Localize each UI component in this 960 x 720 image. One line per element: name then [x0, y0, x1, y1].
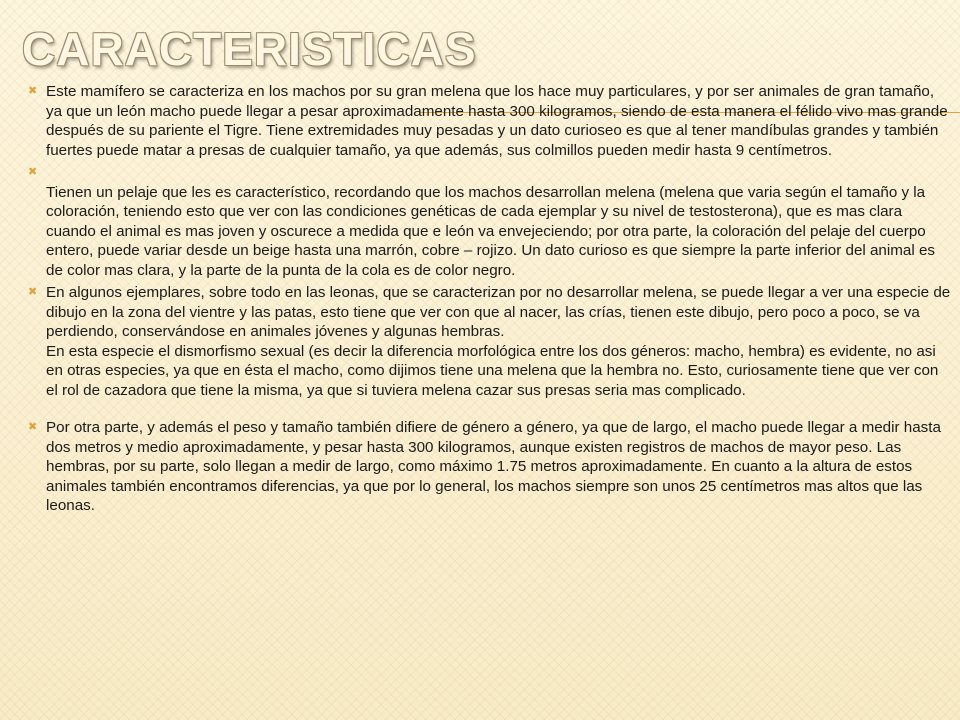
bullet-text: En algunos ejemplares, sobre todo en las leonas, que se caracterizan por no desarrollar melena, se puede llegar a ver una especie de dibujo en la zona del vientre y las patas, esto tiene que ver con que al nacer, las crías, tienen este dibujo, pero poco a poco, se va perdiendo, conservándose en animales jóvenes y algunas hembras.: [46, 284, 951, 340]
x-mark-icon: ✖: [28, 421, 38, 433]
bullet-item: [28, 418, 952, 516]
bullet-text: Este mamífero se caracteriza en los machos por su gran melena que los hace muy particulares, y por ser animales de gran tamaño, ya que un león macho puede llegar a pesar aproximadamente hasta 300 kilogramos, siendo de esta manera el félido vivo mas grande después de su pariente el Tigre. Tiene extremidades muy pesadas y un dato curioseo es que al tener mandíbulas grandes y también fuertes puede matar a presas de cualquier tamaño, ya que además, sus colmillos pueden medir hasta 9 centímetros.: [46, 83, 948, 159]
slide-title: CARACTERISTICAS: [22, 23, 477, 75]
x-mark-icon: ✖: [28, 286, 38, 298]
bullet-text-empty-line: [46, 163, 952, 183]
bullet-item: [28, 82, 952, 160]
x-mark-icon: ✖: [28, 85, 38, 97]
bullet-text: Tienen un pelaje que les es característico, recordando que los machos desarrollan melena (melena que varia según el tamaño y la coloración, teniendo esto que ver con las condiciones genéticas de cada ejemplar y su nivel de testosterona), que es mas clara cuando el animal es mas joven y oscurece a medida que e león va envejeciendo; por otra parte, la coloración del pelaje del cuerpo entero, puede variar desde un beige hasta una marrón, cobre – rojizo. Un dato curioso es que siempre la parte inferior del animal es de color mas clara, y la parte de la punta de la cola es de color negro.: [46, 183, 935, 279]
bullet-text: En esta especie el dismorfismo sexual (es decir la diferencia morfológica entre los dos géneros: macho, hembra) es evidente, no asi en otras especies, ya que en ésta el macho, como dijimos tiene una melena que la hembra no. Esto, curiosamente tiene que ver con el rol de cazadora que tiene la misma, ya que si tuviera melena cazar sus presas seria mas complicado.: [46, 342, 939, 399]
bullet-list: [28, 82, 952, 519]
x-mark-icon: ✖: [28, 166, 38, 178]
bullet-item: [28, 163, 952, 280]
bullet-item: [28, 283, 952, 400]
bullet-text: Por otra parte, y además el peso y tamaño también difiere de género a género, ya que de largo, el macho puede llegar a medir hasta dos metros y medio aproximadamente, y pesar hasta 300 kilogramos, aunque existen registros de machos de mayor peso. Las hembras, por su parte, solo llegan a medir de largo, como máximo 1.75 metros aproximadamente. En cuanto a la altura de estos animales también encontramos diferencias, ya que por lo general, los machos siempre son unos 25 centímetros mas altos que las leonas.: [46, 419, 941, 514]
